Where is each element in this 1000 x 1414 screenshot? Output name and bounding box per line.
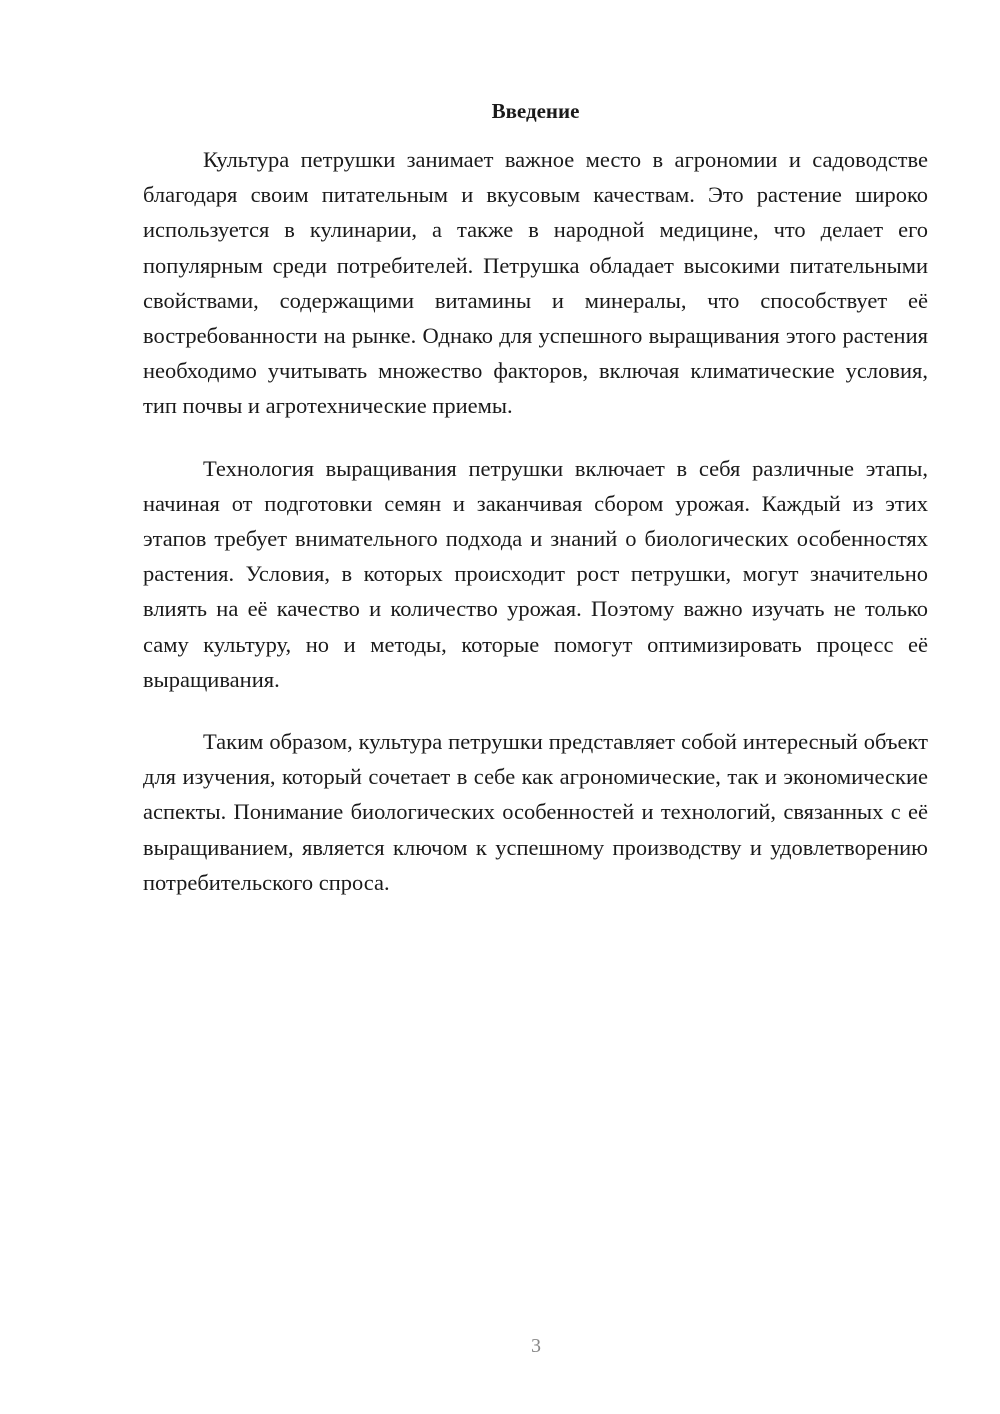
paragraph-3: Таким образом, культура петрушки представляет собой интересный объект для изучения, который сочетает в себе как агрономические, так и экономические аспекты. Понимание биологических особенностей и технологий, связанных с её выращиванием, является ключом к успешному производству и удовлетворению потребительского спроса. — [143, 729, 928, 895]
section-heading: Введение — [491, 99, 580, 123]
page-number: 3 — [531, 1335, 541, 1357]
document-body — [143, 142, 928, 927]
paragraph-1: Культура петрушки занимает важное место в агрономии и садоводстве благодаря своим питательным и вкусовым качествам. Это растение широко используется в кулинарии, а также в народной медицине, что делает его популярным среди потребителей. Петрушка обладает высокими питательными свойствами, содержащими витамины и минералы, что способствует её востребованности на рынке. Однако для успешного выращивания этого растения необходимо учитывать множество факторов, включая климатические условия, тип почвы и агротехнические приемы. — [143, 147, 928, 419]
paragraph-2: Технология выращивания петрушки включает в себя различные этапы, начиная от подготовки семян и заканчивая сбором урожая. Каждый из этих этапов требует внимательного подхода и знаний о биологических особенностях растения. Условия, в которых происходит рост петрушки, могут значительно влиять на её качество и количество урожая. Поэтому важно изучать не только саму культуру, но и методы, которые помогут оптимизировать процесс её выращивания. — [143, 455, 928, 692]
